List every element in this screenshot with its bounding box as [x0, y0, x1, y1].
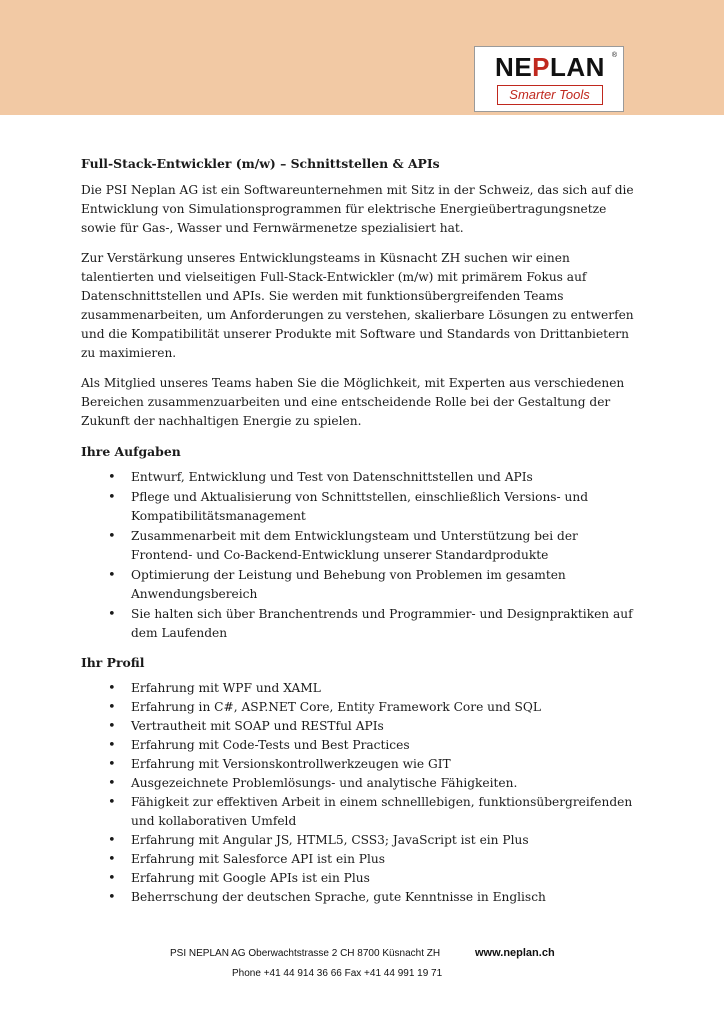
list-item: • Erfahrung mit WPF und XAML: [131, 679, 641, 698]
aufgaben-list: [81, 468, 641, 643]
logo-tagline-box: [497, 85, 603, 105]
list-item: • Erfahrung in C#, ASP.NET Core, Entity Framework Core und SQL: [131, 698, 641, 717]
logo-tagline: Smarter Tools: [509, 87, 590, 102]
list-item: • Ausgezeichnete Problemlösungs- und analytische Fähigkeiten.: [131, 774, 641, 793]
registered-mark: ®: [611, 52, 617, 59]
list-item: • Pflege und Aktualisierung von Schnittstellen, einschließlich Versions- und Kompatibilitätsmanagement: [131, 488, 641, 526]
job-posting: [81, 154, 641, 917]
job-title: Full-Stack-Entwickler (m/w) – Schnittstellen & APIs: [81, 156, 440, 171]
list-item: • Zusammenarbeit mit dem Entwicklungsteam und Unterstützung bei der Frontend- und Co-Backend-Entwicklung unserer Standardprodukte: [131, 527, 641, 565]
list-item: • Beherrschung der deutschen Sprache, gute Kenntnisse in Englisch: [131, 888, 641, 907]
list-item: • Sie halten sich über Branchentrends und Programmier- und Designpraktiken auf dem Laufenden: [131, 605, 641, 643]
footer-address: PSI NEPLAN AG Oberwachtstrasse 2 CH 8700 Küsnacht ZH: [170, 948, 441, 959]
footer-contact: Phone +41 44 914 36 66 Fax +41 44 991 19 71: [232, 968, 443, 979]
neplan-logo: [474, 46, 624, 112]
intro-paragraph-1: Die PSI Neplan AG ist ein Softwareunternehmen mit Sitz in der Schweiz, das sich auf die Entwicklung von Simulationsprogrammen für elektrische Energieübertragungsnetze sowie für Gas-, Wasser und Fernwärmenetze spezialisiert hat.: [81, 183, 634, 235]
list-item: • Vertrautheit mit SOAP und RESTful APIs: [131, 717, 641, 736]
list-item: • Fähigkeit zur effektiven Arbeit in einem schnelllebigen, funktionsübergreifenden und kollaborativen Umfeld: [131, 793, 641, 831]
list-item: • Erfahrung mit Angular JS, HTML5, CSS3; JavaScript ist ein Plus: [131, 831, 641, 850]
intro-paragraph-2: Zur Verstärkung unseres Entwicklungsteams in Küsnacht ZH suchen wir einen talentierten und vielseitigen Full-Stack-Entwickler (m/w) mit primärem Fokus auf Datenschnittstellen und APIs. Sie werden mit funktionsübergreifenden Teams zusammenarbeiten, um Anforderungen zu verstehen, skalierbare Lösungen zu entwerfen und die Kompatibilität unserer Produkte mit Software und Standards von Drittanbietern zu maximieren.: [81, 251, 634, 360]
list-item: • Optimierung der Leistung und Behebung von Problemen im gesamten Anwendungsbereich: [131, 566, 641, 604]
footer-website-link[interactable]: www.neplan.ch: [475, 947, 555, 959]
list-item: • Entwurf, Entwicklung und Test von Datenschnittstellen und APIs: [131, 468, 641, 487]
list-item: • Erfahrung mit Versionskontrollwerkzeugen wie GIT: [131, 755, 641, 774]
list-item: • Erfahrung mit Salesforce API ist ein Plus: [131, 850, 641, 869]
profil-list: [81, 679, 641, 907]
profil-heading: Ihr Profil: [81, 655, 145, 670]
list-item: • Erfahrung mit Google APIs ist ein Plus: [131, 869, 641, 888]
intro-paragraph-3: Als Mitglied unseres Teams haben Sie die Möglichkeit, mit Experten aus verschiedenen Bereichen zusammenzuarbeiten und eine entscheidende Rolle bei der Gestaltung der Zukunft der nachhaltigen Energie zu spielen.: [81, 376, 625, 428]
list-item: • Erfahrung mit Code-Tests und Best Practices: [131, 736, 641, 755]
logo-wordmark: NEPLAN: [495, 52, 605, 82]
aufgaben-heading: Ihre Aufgaben: [81, 444, 181, 459]
